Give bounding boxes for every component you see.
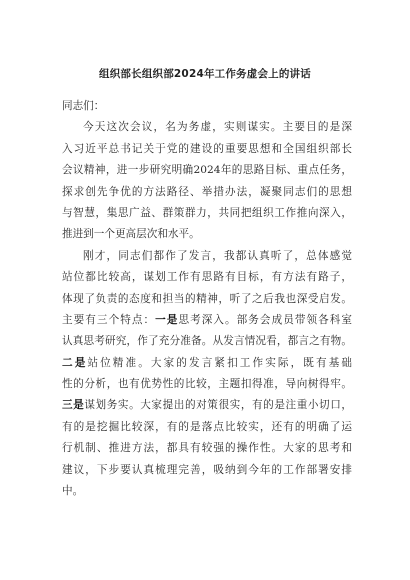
paragraph-line (62, 353, 352, 374)
paragraph-2 (62, 246, 352, 503)
paragraph-line: 性的分析，也有优势性的比较，主题扣得准，导向树得牢。 (62, 378, 352, 391)
paragraph-line: 会议精神，进一步研究明确2024年的思路目标、重点任务， (62, 164, 352, 177)
paragraph-line (62, 310, 352, 331)
paragraph-line: 与智慧，集思广益、群策群力，共同把组织工作推向深入， (62, 206, 352, 219)
line-text: 思考深入。部务会成员带领各科室 (178, 313, 352, 326)
paragraph-line: 刚才，同志们都作了发言，我都认真听了，总体感觉 (83, 249, 352, 262)
emphasis-text: 一是 (155, 313, 179, 326)
salutation: 同志们： (62, 100, 105, 112)
paragraph-line: 入习近平总书记关于党的建设的重要思想和全国组织部长 (62, 142, 352, 155)
paragraph-line: 探求创先争优的方法路径、举措办法，凝聚同志们的思想 (62, 185, 352, 198)
paragraph-line: 认真思考研究，作了充分准备。从发言情况看，都言之有物。 (62, 335, 352, 348)
paragraph-line: 建议，下步要认真梳理完善，吸纳到今年的工作部署安排 (62, 463, 352, 476)
paragraph-1 (62, 117, 352, 245)
document-title: 组织部长组织部2024年工作务虚会上的讲话 (99, 68, 311, 80)
paragraph-line: 站位都比较高，谋划工作有思路有目标，有方法有路子， (62, 271, 352, 284)
paragraph-line (62, 395, 352, 416)
line-text: 谋划务实。大家提出的对策很实，有的是注重小切口， (84, 399, 352, 412)
paragraph-line: 体现了负责的态度和担当的精神，听了之后我也深受启发。 (62, 292, 352, 305)
emphasis-text: 二是 (62, 356, 88, 369)
paragraph-line: 行机制、推进方法，都具有较强的操作性。大家的思考和 (62, 442, 352, 455)
document-body (62, 96, 352, 502)
line-text: 站位精准。大家的发言紧扣工作实际，既有基础 (87, 356, 352, 369)
paragraph-line: 推进到一个更高层次和水平。 (62, 228, 200, 241)
paragraph-line: 今天这次会议，名为务虚，实则谋实。主要目的是深 (83, 121, 352, 134)
emphasis-text: 三是 (62, 399, 85, 412)
paragraph-line: 有的是挖掘比较深，有的是落点比较实，还有的明确了运 (62, 420, 352, 433)
paragraph-line: 中。 (62, 485, 84, 498)
line-text: 主要有三个特点： (62, 313, 156, 326)
